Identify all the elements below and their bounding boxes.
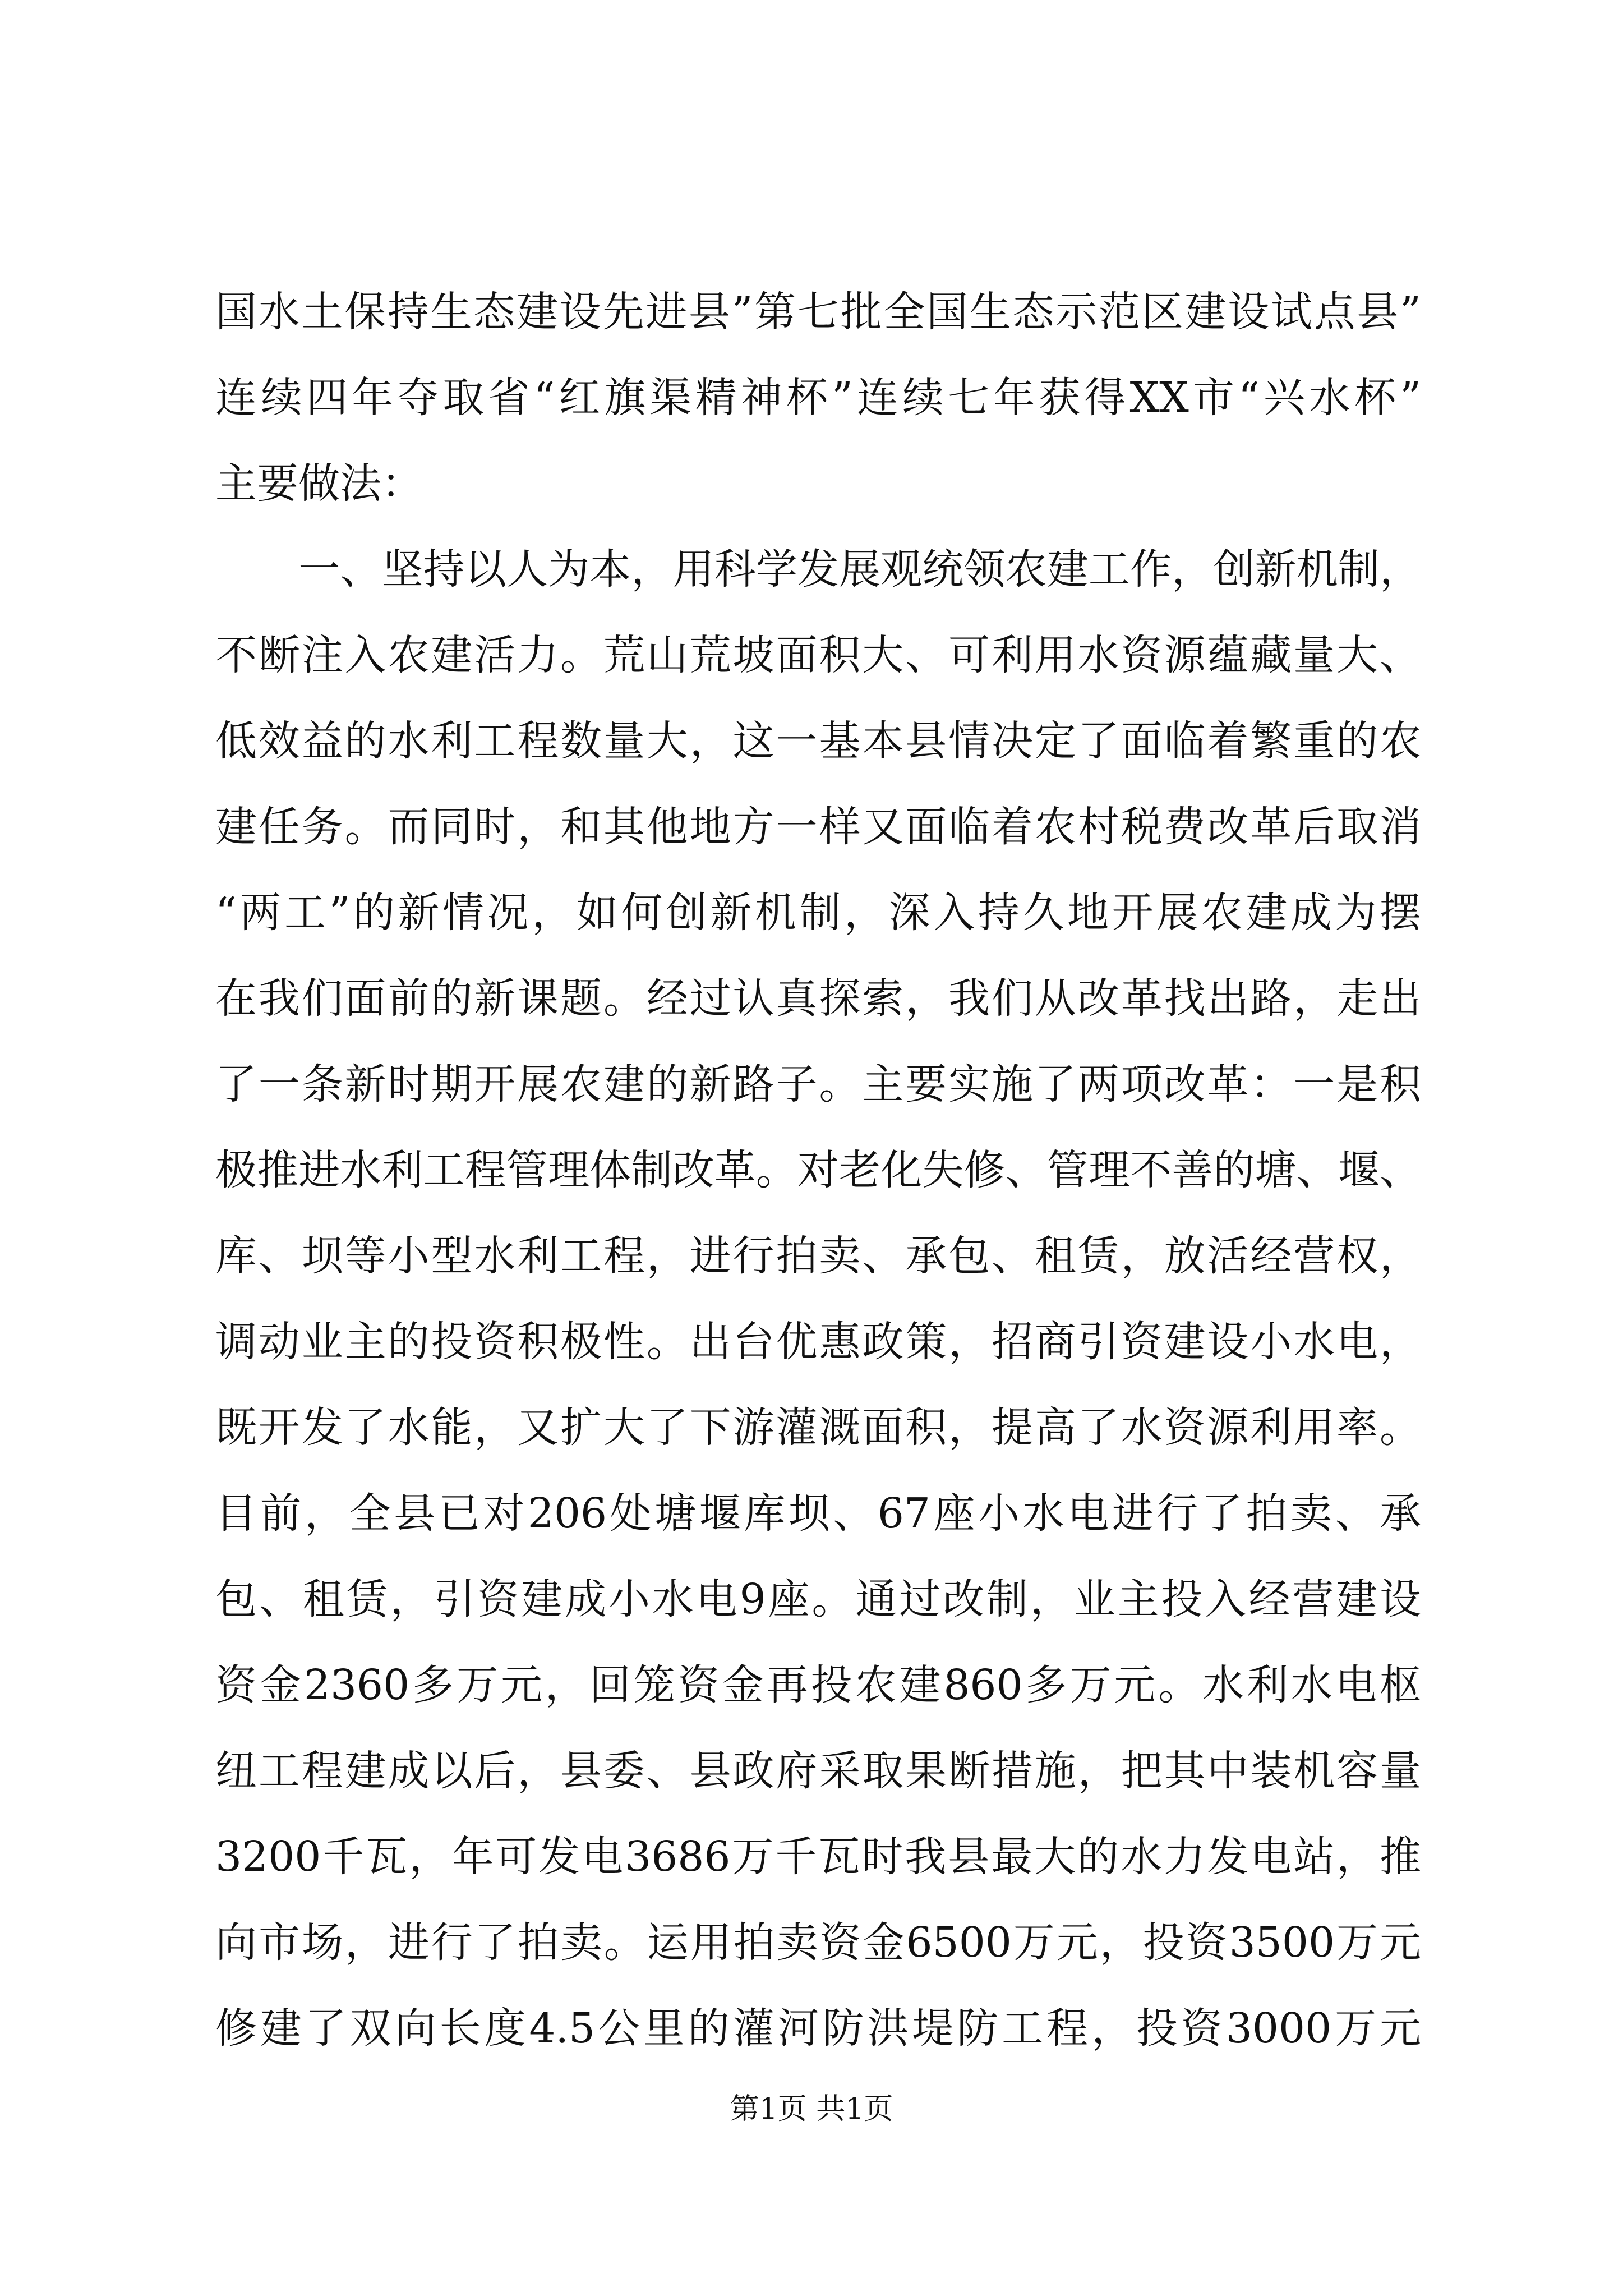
document-body: [215, 269, 1421, 2072]
text-line-12: 库、坝等小型水利工程，进行拍卖、承包、租赁，放活经营权，: [215, 1232, 1421, 1280]
text-line-6: 低效益的水利工程数量大，这一基本县情决定了面临着繁重的农: [215, 717, 1421, 765]
text-line-1: 国水土保持生态建设先进县”第七批全国生态示范区建设试点县”: [215, 288, 1421, 336]
text-line-10: 了一条新时期开展农建的新路子。主要实施了两项改革：一是积: [215, 1060, 1421, 1108]
text-line-15: 目前，全县已对206处塘堰库坝、67座小水电进行了拍卖、承: [215, 1489, 1421, 1538]
text-line-11: 极推进水利工程管理体制改革。对老化失修、管理不善的塘、堰、: [215, 1146, 1421, 1194]
text-line-21: 修建了双向长度4.5公里的灌河防洪堤防工程，投资3000万元: [215, 2004, 1421, 2053]
text-line-9: 在我们面前的新课题。经过认真探索，我们从改革找出路，走出: [215, 974, 1421, 1023]
text-line-16: 包、租赁，引资建成小水电9座。通过改制，业主投入经营建设: [215, 1575, 1421, 1623]
text-line-18: 纽工程建成以后，县委、县政府采取果断措施，把其中装机容量: [215, 1747, 1421, 1795]
text-line-13: 调动业主的投资积极性。出台优惠政策，招商引资建设小水电，: [215, 1318, 1421, 1366]
text-line-3: 主要做法：: [215, 459, 423, 508]
text-line-8: “两工”的新情况，如何创新机制，深入持久地开展农建成为摆: [215, 889, 1421, 937]
text-line-20: 向市场，进行了拍卖。运用拍卖资金6500万元，投资3500万元: [215, 1918, 1421, 1967]
page-footer: [0, 2087, 1623, 2132]
text-line-2: 连续四年夺取省“红旗渠精神杯”连续七年获得XX市“兴水杯”: [215, 374, 1421, 422]
text-line-14: 既开发了水能，又扩大了下游灌溉面积，提高了水资源利用率。: [215, 1404, 1421, 1452]
text-line-17: 资金2360多万元，回笼资金再投农建860多万元。水利水电枢: [215, 1661, 1421, 1709]
text-line-7: 建任务。而同时，和其他地方一样又面临着农村税费改革后取消: [215, 803, 1421, 851]
text-line-19: 3200千瓦，年可发电3686万千瓦时我县最大的水力发电站，推: [215, 1833, 1421, 1881]
text-line-5: 不断注入农建活力。荒山荒坡面积大、可利用水资源蕴藏量大、: [215, 631, 1421, 679]
page-number-label: 第1页 共1页: [730, 2092, 893, 2126]
text-line-4: 一、坚持以人为本，用科学发展观统领农建工作，创新机制，: [215, 545, 1421, 593]
